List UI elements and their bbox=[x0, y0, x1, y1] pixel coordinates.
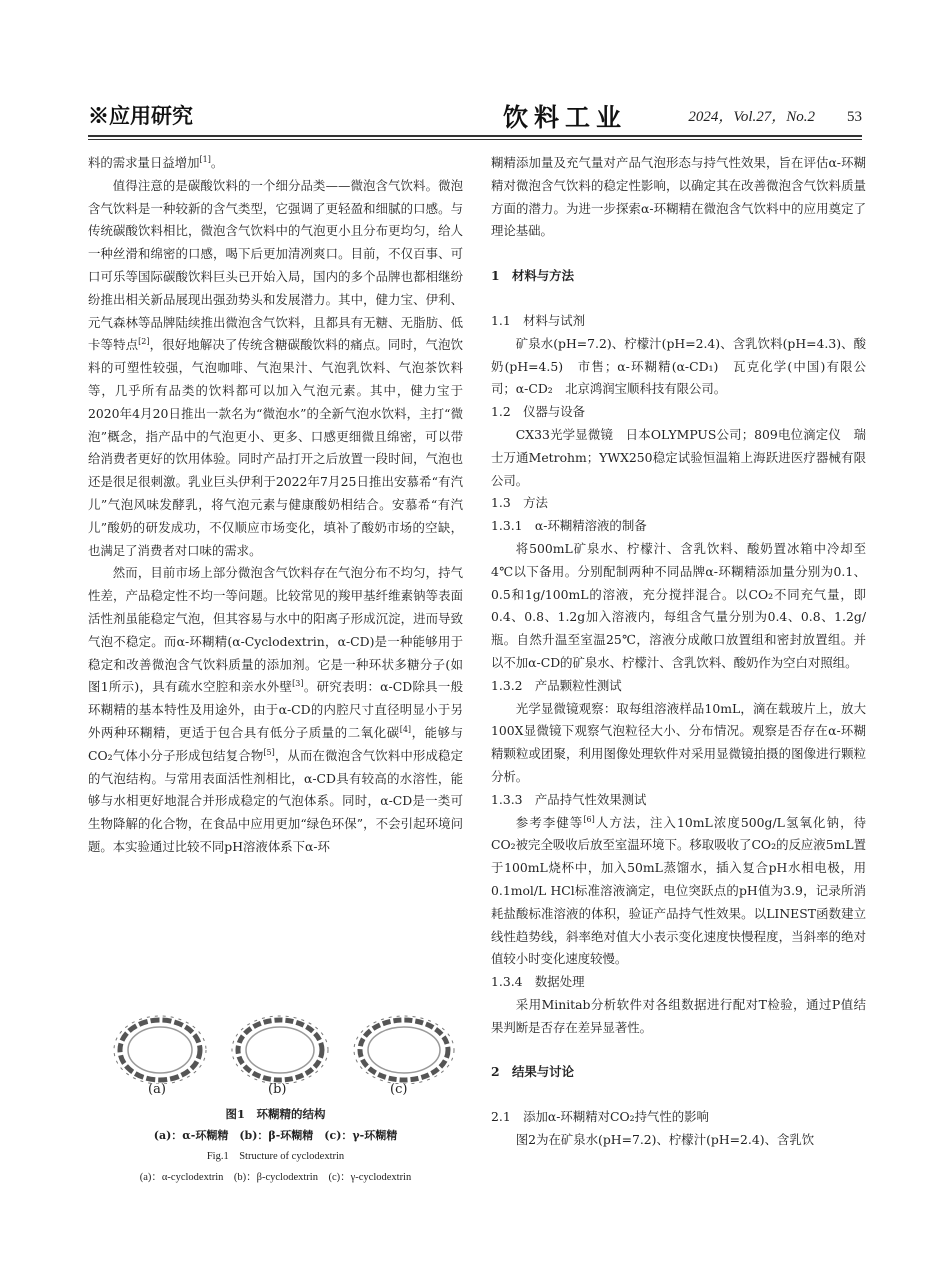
citation: [6] bbox=[583, 814, 595, 824]
subsection-1-3-2: 1.3.2 产品颗粒性测试 bbox=[491, 677, 622, 693]
text: ，很好地解决了传统含糖碳酸饮料的痛点。同时，气泡饮料的可塑性较强，气泡咖啡、气泡果汁、气泡乳饮料、气泡茶饮料等，几乎所有品类的饮料都可以加入气泡元素。其中，健力宝于2020年4月20日推出一款名为“微泡水”的全新气泡水饮料，主打“微泡”概念，指产品中的气泡更小、更多、口感更细微且绵密，可以带给消费者更好的饮用体验。同时产品打开之后放置一段时间，气泡也还是很足很刺激。乳业巨头伊利于2022年7月25日推出安慕希“有汽儿”气泡风味发酵乳，将气泡元素与健康酸奶相结合。安慕希“有汽儿”酸奶的研发成功，不仅顺应市场变化，填补了酸奶市场的空缺，也满足了消费者对口味的需求。 bbox=[88, 337, 464, 558]
text: 值得注意的是碳酸饮料的一个细分品类——微泡含气饮料。微泡含气饮料是一种较新的含气类型，它强调了更轻盈和细腻的口感。与传统碳酸饮料相比，微泡含气饮料中的气泡更小且分布更均匀，给人一种丝滑和绵密的口感，喝下后更加清冽爽口。目前，不仅百事、可口可乐等国际碳酸饮料巨头已开始入局，国内的多个品牌也都相继纷纷推出相关新品展现出强劲势头和发展潜力。其中，健力宝、伊利、元气森林等品牌陆续推出微泡含气饮料，且都具有无糖、无脂肪、低卡等特点 bbox=[88, 177, 463, 353]
subsection-1-2: 1.2 仪器与设备 bbox=[491, 404, 586, 420]
running-header bbox=[88, 100, 862, 132]
journal-title: 饮料工业 bbox=[503, 103, 628, 132]
citation: [4] bbox=[399, 724, 412, 734]
figure-caption-en: Fig.1 Structure of cyclodextrin bbox=[206, 1151, 345, 1162]
right-column bbox=[491, 152, 866, 1152]
header-rule-thin bbox=[88, 139, 862, 140]
citation: [2] bbox=[138, 337, 150, 347]
beta-cyclodextrin-image bbox=[228, 1012, 332, 1084]
subsection-1-3-1: 1.3.1 α-环糊精溶液的制备 bbox=[491, 518, 647, 534]
citation: [3] bbox=[292, 679, 304, 689]
issue-text: 2024，Vol.27，No.2 bbox=[688, 109, 815, 125]
figure-sublabels bbox=[88, 1082, 463, 1104]
section-label: ※应用研究 bbox=[88, 103, 193, 128]
issue-info bbox=[688, 105, 862, 126]
cyclodextrin-structures bbox=[88, 1012, 463, 1082]
data-processing-text: 采用Minitab分析软件对各组数据进行配对T检验，通过P值结果判断是否存在差异显著性。 bbox=[491, 996, 866, 1035]
right-paragraph-1: 糊精添加量及充气量对产品气泡形态与持气性效果，旨在评估α-环糊精对微泡含气饮料的稳定性影响，以确定其在改善微泡含气饮料质量方面的潜力。为进一步探索α-环糊精在微泡含气饮料中的应用奠定了理论基础。 bbox=[491, 155, 866, 239]
section-heading-1: 1 材料与方法 bbox=[491, 268, 574, 284]
text: ，从而在微泡含气饮料中形成稳定的气泡结构。与常用表面活性剂相比，α-CD具有较高的水溶性，能够与水相更好地混合并形成稳定的气泡体系。同时，α-CD是一类可生物降解的化合物，在食品中应用更加“绿色环保”，不会引起环境问题。本实验通过比较不同pH溶液体系下α-环 bbox=[88, 747, 464, 854]
text: 。 bbox=[210, 155, 224, 170]
subsection-2-1: 2.1 添加α-环糊精对CO₂持气性的影响 bbox=[491, 1109, 709, 1125]
left-column bbox=[88, 152, 463, 859]
text: 然而，目前市场上部分微泡含气饮料存在气泡分布不均匀，持气性差，产品稳定性不均一等问题。比较常见的羧甲基纤维素钠等表面活性剂虽能稳定气泡，但其容易与水中的阳离子形成沉淀，进而导致气泡不稳定。而α-环糊精(α-Cyclodextrin，α-CD)是一种能够用于稳定和改善微泡含气饮料质量的添加剂。它是一种环状多糖分子(如图1所示)，具有疏水空腔和亲水外壁 bbox=[88, 565, 463, 695]
figure-caption-cn: 图1 环糊精的结构 bbox=[225, 1107, 326, 1121]
left-paragraph-3 bbox=[88, 562, 463, 858]
text: ，能够与CO₂气体小分子形成包结复合物 bbox=[88, 724, 464, 763]
left-paragraph-2 bbox=[88, 175, 463, 563]
text: 料的需求量日益增加 bbox=[88, 155, 200, 170]
subsection-1-1: 1.1 材料与试剂 bbox=[491, 312, 586, 328]
figure-parts-en: (a)：α-cyclodextrin (b)：β-cyclodextrin (c)：γ-cyclodextrin bbox=[139, 1172, 412, 1183]
alpha-cyclodextrin-image bbox=[110, 1012, 210, 1084]
subsection-1-3: 1.3 方法 bbox=[491, 495, 548, 511]
results-text: 图2为在矿泉水(pH=7.2)、柠檬汁(pH=2.4)、含乳饮 bbox=[515, 1132, 815, 1148]
method-1-text: 将500mL矿泉水、柠檬汁、含乳饮料、酸奶置冰箱中冷却至4℃以下备用。分别配制两种不同品牌α-环糊精添加量分别为0.1、0.5和1g/100mL的溶液，充分搅拌混合。以CO₂不同充气量，即0.4、0.8、1.2g加入溶液内，每组含气量分别为0.4、0.8、1.2g/瓶。自然升温至室温25℃，溶液分成敞口放置组和密封放置组。并以不加α-CD的矿泉水、柠檬汁、含乳饮料、酸奶作为空白对照组。 bbox=[491, 540, 866, 670]
materials-text: 矿泉水(pH=7.2)、柠檬汁(pH=2.4)、含乳饮料(pH=4.3)、酸奶(pH=4.5) 市售；α-环糊精(α-CD₁) 瓦克化学(中国)有限公司；α-CD₂ 北京鸿润宝顺科技有限公司。 bbox=[491, 335, 866, 397]
gamma-cyclodextrin-image bbox=[350, 1012, 458, 1084]
method-3-text bbox=[491, 812, 866, 972]
sublabel-a: (a) bbox=[148, 1082, 166, 1097]
text: 人方法，注入10mL浓度500g/L氢氧化钠，待CO₂被完全吸收后放至室温环境下。移取吸收了CO₂的反应液5mL置于100mL烧杯中，加入50mL蒸馏水，插入复合pH水相电极，用0.1mol/L HCl标准溶液滴定，电位突跃点的pH值为3.9，记录所消耗盐酸标准溶液的体积，验证产品持气性效果。以LINEST函数建立线性趋势线，斜率绝对值大小表示变化速度快慢程度，当斜率的绝对值较小时变化速度较慢。 bbox=[491, 814, 867, 967]
section-heading-2: 2 结果与讨论 bbox=[491, 1064, 574, 1080]
figure-parts-cn: (a)：α-环糊精 (b)：β-环糊精 (c)：γ-环糊精 bbox=[153, 1129, 398, 1142]
subsection-1-3-3: 1.3.3 产品持气性效果测试 bbox=[491, 791, 647, 807]
sublabel-b: (b) bbox=[268, 1082, 287, 1097]
subsection-1-3-4: 1.3.4 数据处理 bbox=[491, 974, 585, 990]
figure-1 bbox=[88, 1012, 463, 1188]
header-rule-thick bbox=[88, 135, 862, 137]
instruments-text: CX33光学显微镜 日本OLYMPUS公司；809电位滴定仪 瑞士万通Metrohm；YWX250稳定试验恒温箱上海跃进医疗器械有限公司。 bbox=[491, 426, 866, 488]
citation: [1] bbox=[199, 154, 211, 164]
sublabel-c: (c) bbox=[390, 1082, 408, 1097]
method-2-text: 光学显微镜观察：取每组溶液样品10mL，滴在载玻片上，放大100X显微镜下观察气泡粒径大小、分布情况。观察是否存在α-环糊精颗粒或团聚，利用图像处理软件对采用显微镜拍摄的图像进行颗粒分析。 bbox=[491, 700, 866, 784]
left-paragraph-1 bbox=[88, 152, 463, 175]
page-number: 53 bbox=[847, 109, 862, 125]
citation: [5] bbox=[263, 747, 275, 757]
text: 。研究表明：α-CD除具一般环糊精的基本特性及用途外，由于α-CD的内腔尺寸直径明显小于另外两种环糊精，更适于包合具有低分子质量的二氧化碳 bbox=[88, 679, 464, 740]
text: 参考李健等 bbox=[515, 814, 584, 830]
